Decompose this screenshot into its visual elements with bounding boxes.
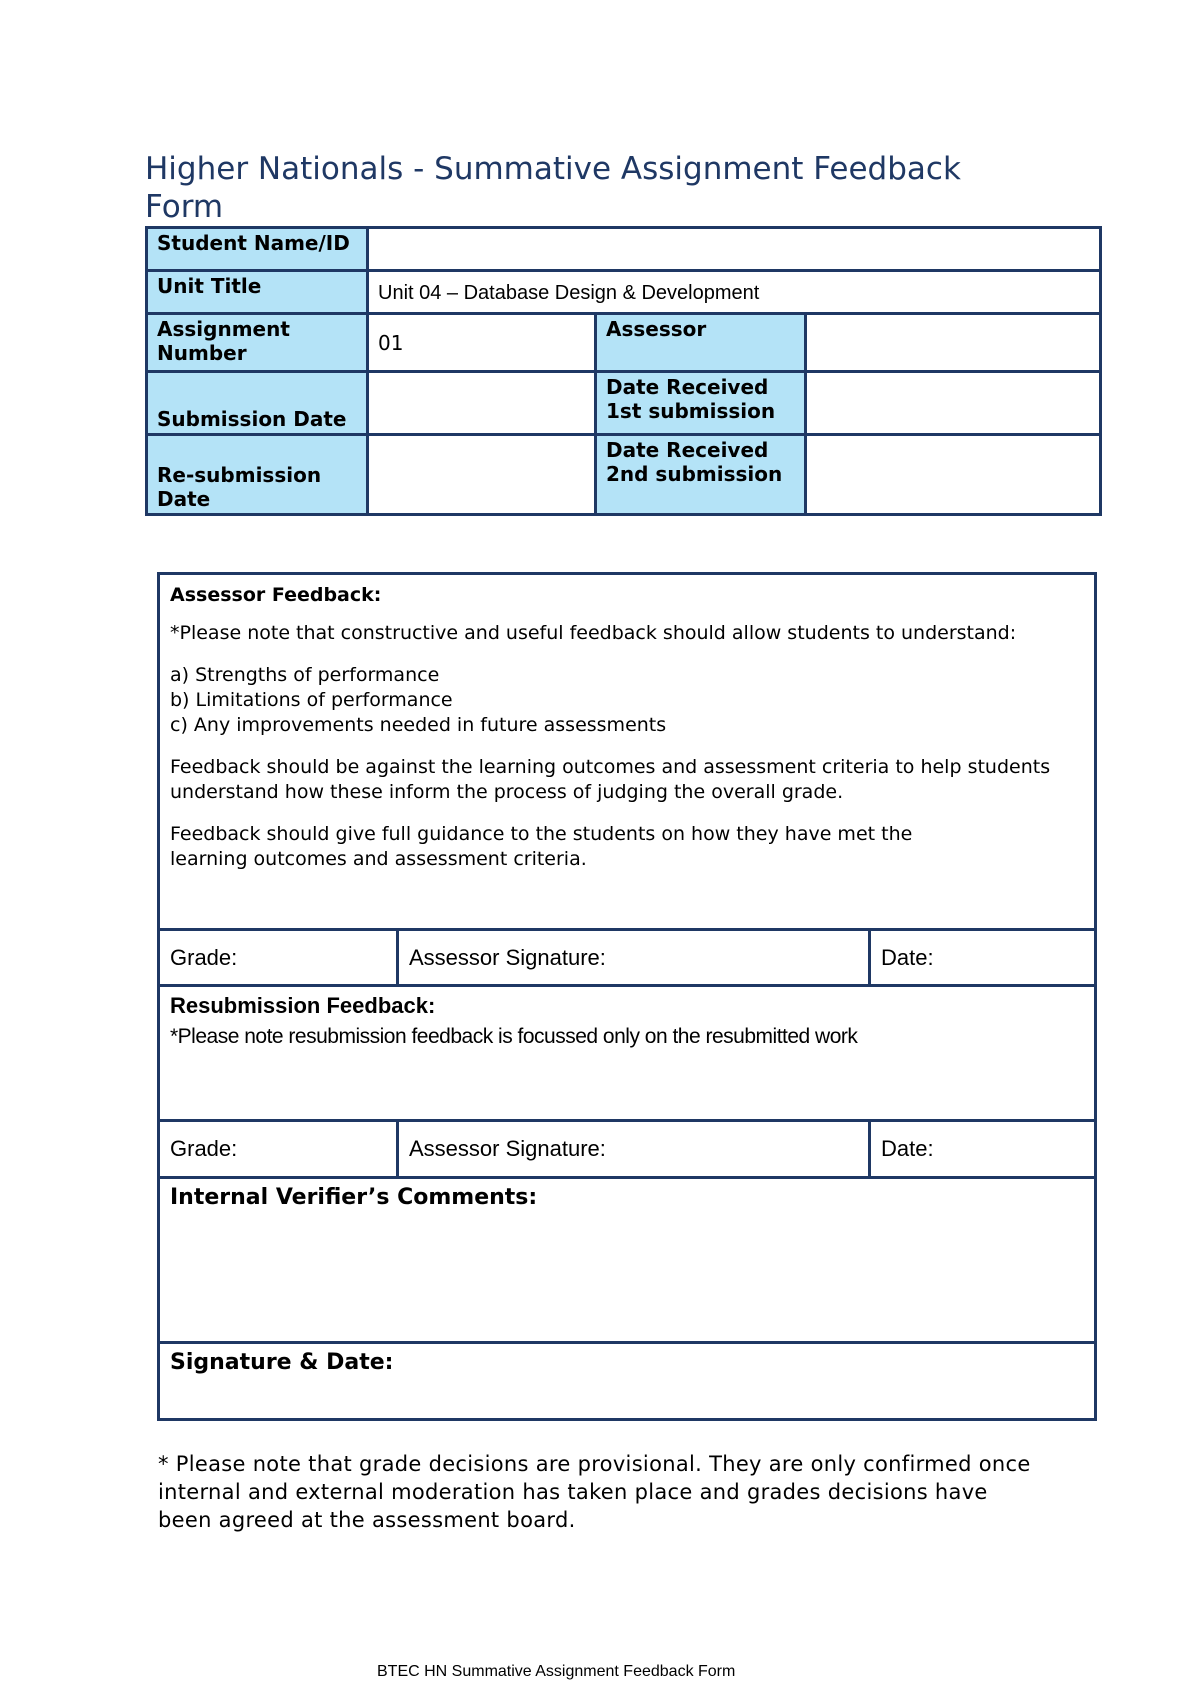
assessor-signature-field-1[interactable]: Assessor Signature: bbox=[396, 931, 868, 984]
resubmission-date-label: Re-submission Date bbox=[147, 435, 368, 515]
feedback-box bbox=[157, 572, 1097, 1421]
submission-date-label: Submission Date bbox=[147, 372, 368, 435]
date-received-1-label: Date Received 1st submission bbox=[596, 372, 806, 435]
date-field-2[interactable]: Date: bbox=[868, 1122, 1094, 1176]
grade-decision-footnote: * Please note that grade decisions are provisional. They are only confirmed once internal and external moderation has taken place and grades decisions have been agreed at the assessment board. bbox=[158, 1452, 1031, 1532]
assessor-feedback-section bbox=[160, 575, 1094, 930]
assessor-signature-field-2[interactable]: Assessor Signature: bbox=[396, 1122, 868, 1176]
date-received-2-field[interactable] bbox=[806, 435, 1101, 515]
feedback-paragraph-1: Feedback should be against the learning outcomes and assessment criteria to help students understand how these inform the process of judging the overall grade. bbox=[170, 756, 1051, 803]
unit-title-value: Unit 04 – Database Design & Development bbox=[368, 271, 1101, 314]
assessor-field[interactable] bbox=[806, 314, 1101, 372]
grade-field-2[interactable]: Grade: bbox=[170, 1136, 238, 1161]
grade-field-1[interactable]: Grade: bbox=[170, 945, 238, 970]
resubmission-feedback-note: *Please note resubmission feedback is focussed only on the resubmitted work bbox=[170, 1025, 858, 1048]
grade-row-2 bbox=[160, 1119, 1094, 1176]
signature-date-section[interactable] bbox=[160, 1341, 1094, 1418]
list-item: a) Strengths of performance bbox=[170, 664, 440, 686]
page-footer: BTEC HN Summative Assignment Feedback Form bbox=[377, 1663, 736, 1680]
signature-date-heading: Signature & Date: bbox=[170, 1350, 394, 1375]
resubmission-feedback-section[interactable] bbox=[160, 984, 1094, 1119]
internal-verifier-section[interactable] bbox=[160, 1176, 1094, 1341]
date-received-1-field[interactable] bbox=[806, 372, 1101, 435]
student-name-field[interactable] bbox=[368, 228, 1101, 271]
page-title: Higher Nationals - Summative Assignment Feedback Form bbox=[145, 151, 961, 225]
assignment-number-label: Assignment Number bbox=[147, 314, 368, 372]
grade-row-1 bbox=[160, 928, 1094, 984]
assessor-feedback-heading: Assessor Feedback: bbox=[170, 584, 382, 606]
list-item: c) Any improvements needed in future assessments bbox=[170, 714, 667, 736]
assignment-number-value: 01 bbox=[368, 314, 596, 372]
resubmission-date-field[interactable] bbox=[368, 435, 596, 515]
date-received-2-label: Date Received 2nd submission bbox=[596, 435, 806, 515]
submission-date-field[interactable] bbox=[368, 372, 596, 435]
student-info-table bbox=[145, 226, 1102, 516]
feedback-criteria-list bbox=[170, 663, 1084, 738]
list-item: b) Limitations of performance bbox=[170, 689, 453, 711]
unit-title-label: Unit Title bbox=[147, 271, 368, 314]
resubmission-feedback-heading: Resubmission Feedback: bbox=[170, 993, 436, 1018]
assessor-feedback-intro: *Please note that constructive and useful feedback should allow students to understand: bbox=[170, 622, 1017, 644]
feedback-paragraph-2: Feedback should give full guidance to the students on how they have met the learning outcomes and assessment criteria. bbox=[170, 823, 913, 870]
date-field-1[interactable]: Date: bbox=[868, 931, 1094, 984]
internal-verifier-heading: Internal Verifier’s Comments: bbox=[170, 1185, 538, 1210]
student-name-label: Student Name/ID bbox=[147, 228, 368, 271]
assessor-label: Assessor bbox=[596, 314, 806, 372]
